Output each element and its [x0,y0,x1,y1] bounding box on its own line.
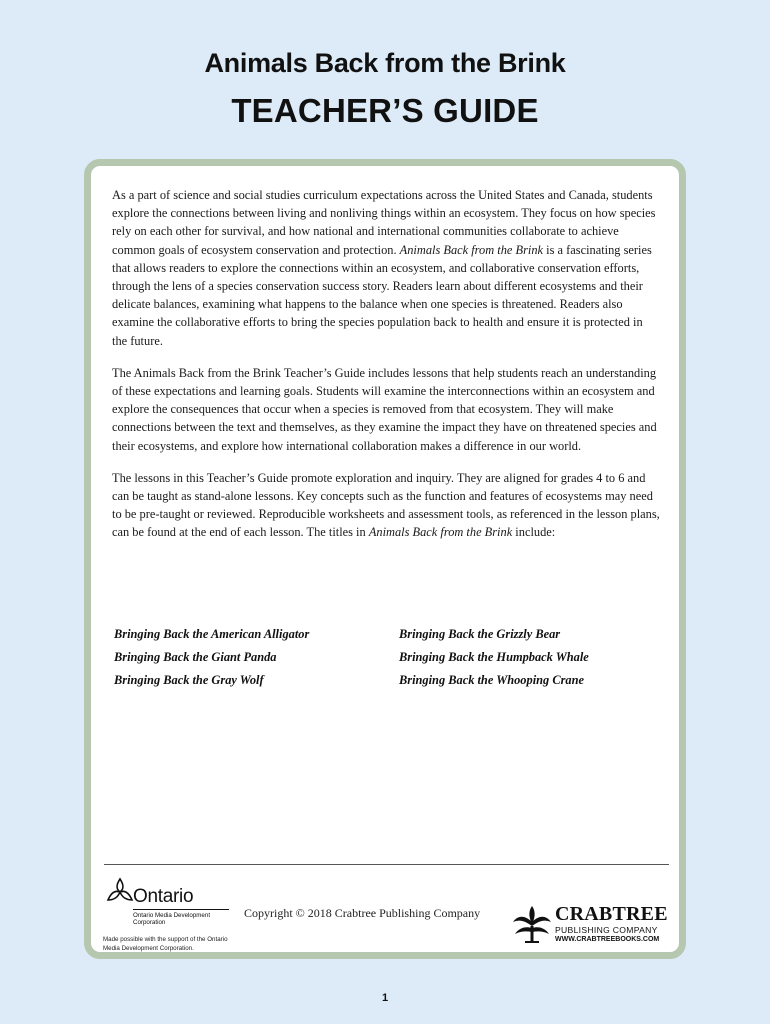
intro-text [112,186,660,556]
publisher-url: WWW.CRABTREEBOOKS.COM [555,936,660,943]
support-credit: Made possible with the support of the Ontario Media Development Corporation. [103,936,228,952]
paragraph-3-start: The lessons in this Teacher’s Guide promote exploration and inquiry. They are aligned for grades 4 to 6 and can be taught as stand-alone lessons. Key concepts such as the function and features of ecosystems may need to be pre-taught or reviewed. Reproducible worksheets and assessment tools, as referenced in the lesson plans, can be found at the end of each lesson. The titles in [112,470,660,540]
page-number: 1 [381,992,389,1004]
ontario-underline [133,909,229,910]
series-name-italic: Animals Back from the Brink [399,242,544,257]
series-title: Animals Back from the Brink [204,48,566,78]
book-title: Bringing Back the Humpback Whale [399,650,589,664]
book-titles-list [114,625,674,689]
ontario-org-name: Ontario Media Development Corporation [133,912,211,926]
book-title: Bringing Back the Giant Panda [114,650,277,664]
ontario-wordmark: Ontario [133,886,194,907]
publisher-name: CRABTREE [555,903,668,925]
paragraph-2: The Animals Back from the Brink Teacher’s Guide includes lessons that help students reach an understanding of these expectations and learning goals. Students will examine the interconnections within an ecosystem and explore the consequences that occur when a species is removed from that ecosystem. They will make connections between the text and themselves, as they examine the impact they have on threatened species and their ecosystems, and explore how international collaboration makes a difference in our world. [112,365,657,453]
book-title: Bringing Back the Whooping Crane [399,673,584,687]
footer-divider [104,864,669,865]
publisher-company: PUBLISHING COMPANY [555,925,658,935]
series-name-italic-2: Animals Back from the Brink [368,525,513,540]
paragraph-3-end: include: [512,525,556,540]
guide-title: TEACHER’S GUIDE [231,92,539,129]
crabtree-logo-block [511,904,671,944]
tree-icon [511,904,553,944]
copyright-notice: Copyright © 2018 Crabtree Publishing Company [244,906,481,920]
book-title: Bringing Back the Grizzly Bear [399,627,561,641]
paragraph-3 [112,469,660,542]
book-title: Bringing Back the Gray Wolf [114,673,264,687]
ontario-logo-block [103,876,233,952]
book-title: Bringing Back the American Alligator [114,627,310,641]
paragraph-1 [112,186,660,350]
trillium-icon [105,876,135,906]
content-card [84,159,686,959]
paragraph-1-end: is a fascinating series that allows readers to explore the connections within an ecosystem, and collaborative conservation efforts, through the lens of a species conservation success story. Readers learn about different ecosystems and their delicate balances, examining what happens to the balance when one species is threatened. Readers also examine the collaborative efforts to bring the species population back to health and ensure it is protected in the future. [112,242,652,348]
paragraph-1-start: As a part of science and social studies curriculum expectations across the United States and Canada, students explore the connections between living and nonliving things within an ecosystem. They focus on how species rely on each other for survival, and how national and international communities collaborate to achieve common goals of ecosystem conservation and protection. [112,188,656,257]
